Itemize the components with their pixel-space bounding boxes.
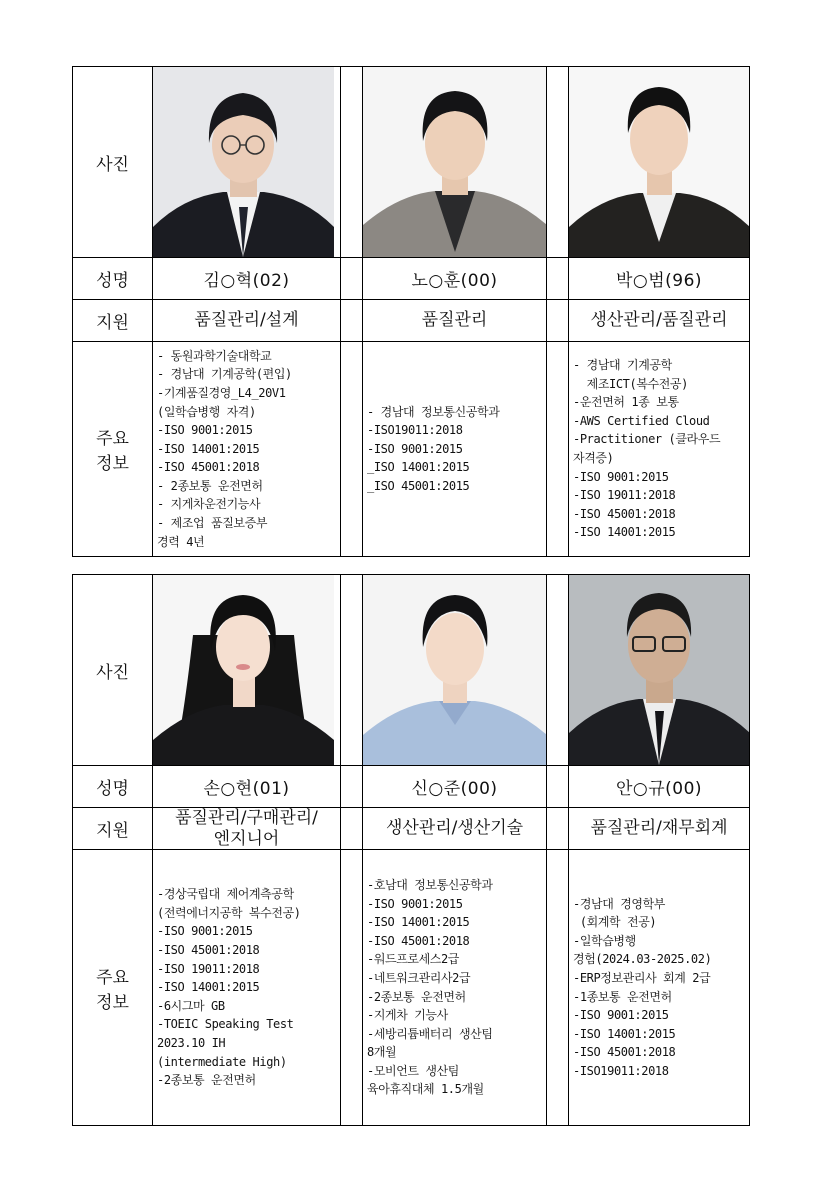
candidate-role: 품질관리/설계 xyxy=(153,300,341,342)
column-gap xyxy=(547,67,569,258)
apply-label: 지원 xyxy=(73,808,153,850)
resume-sheet xyxy=(72,66,749,1126)
candidate-photo xyxy=(569,67,750,258)
candidate-role: 품질관리/구매관리/ 엔지니어 xyxy=(153,808,341,850)
name-label: 성명 xyxy=(73,258,153,300)
candidate-photo xyxy=(363,67,547,258)
candidate-role: 품질관리/재무회계 xyxy=(569,808,750,850)
candidate-info: - 동원과학기술대학교 - 경남대 기계공학(편입) -기계품질경영_L4_20V1 (일학습병행 자격) -ISO 9001:2015 -ISO 14001:2015 -ISO 45001:2018 - 2종보통 운전면허 - 지게차운전기능사 - 제조업 품질보증부 경력 4년 xyxy=(153,342,341,557)
candidate-photo xyxy=(153,575,341,766)
candidate-name: 박○범(96) xyxy=(569,258,750,300)
candidate-role: 생산관리/생산기술 xyxy=(363,808,547,850)
candidate-info: - 경남대 정보통신공학과 -ISO19011:2018 -ISO 9001:2015 _ISO 14001:2015 _ISO 45001:2015 xyxy=(363,342,547,557)
name-label: 성명 xyxy=(73,766,153,808)
candidate-photo xyxy=(363,575,547,766)
candidate-role: 생산관리/품질관리 xyxy=(569,300,750,342)
photo-label: 사진 xyxy=(73,67,153,258)
apply-label: 지원 xyxy=(73,300,153,342)
photo-label: 사진 xyxy=(73,575,153,766)
candidate-info: -경상국립대 제어계측공학 (전력에너지공학 복수전공) -ISO 9001:2015 -ISO 45001:2018 -ISO 19011:2018 -ISO 14001:2015 -6시그마 GB -TOEIC Speaking Test 2023.10 IH (intermediate High) -2종보통 운전면허 xyxy=(153,850,341,1126)
candidate-name: 노○훈(00) xyxy=(363,258,547,300)
candidate-info: -호남대 정보통신공학과 -ISO 9001:2015 -ISO 14001:2015 -ISO 45001:2018 -워드프로세스2급 -네트워크관리사2급 -2종보통 운전면허 -지게차 기능사 -세방리튬배터리 생산팀 8개월 -모비언트 생산팀 육아휴직대체 1.5개월 xyxy=(363,850,547,1126)
column-gap xyxy=(341,67,363,258)
info-label: 주요 정보 xyxy=(73,850,153,1126)
candidate-info: - 경남대 기계공학 제조ICT(복수전공) -운전면허 1종 보통 -AWS Certified Cloud -Practitioner (클라우드 자격증) -ISO 9001:2015 -ISO 19011:2018 -ISO 45001:2018 -ISO 14001:2015 xyxy=(569,342,750,557)
candidate-name: 안○규(00) xyxy=(569,766,750,808)
candidate-name: 김○혁(02) xyxy=(153,258,341,300)
info-label: 주요 정보 xyxy=(73,342,153,557)
candidate-name: 손○현(01) xyxy=(153,766,341,808)
candidate-role: 품질관리 xyxy=(363,300,547,342)
candidate-name: 신○준(00) xyxy=(363,766,547,808)
candidate-photo xyxy=(569,575,750,766)
candidate-photo xyxy=(153,67,341,258)
candidate-block-1 xyxy=(72,66,749,557)
candidate-info: -경남대 경영학부 (회계학 전공) -일학습병행 경험(2024.03-2025.02) -ERP정보관리사 회계 2급 -1종보통 운전면허 -ISO 9001:2015 -ISO 14001:2015 -ISO 45001:2018 -ISO19011:2018 xyxy=(569,850,750,1126)
candidate-block-2 xyxy=(72,574,749,1126)
